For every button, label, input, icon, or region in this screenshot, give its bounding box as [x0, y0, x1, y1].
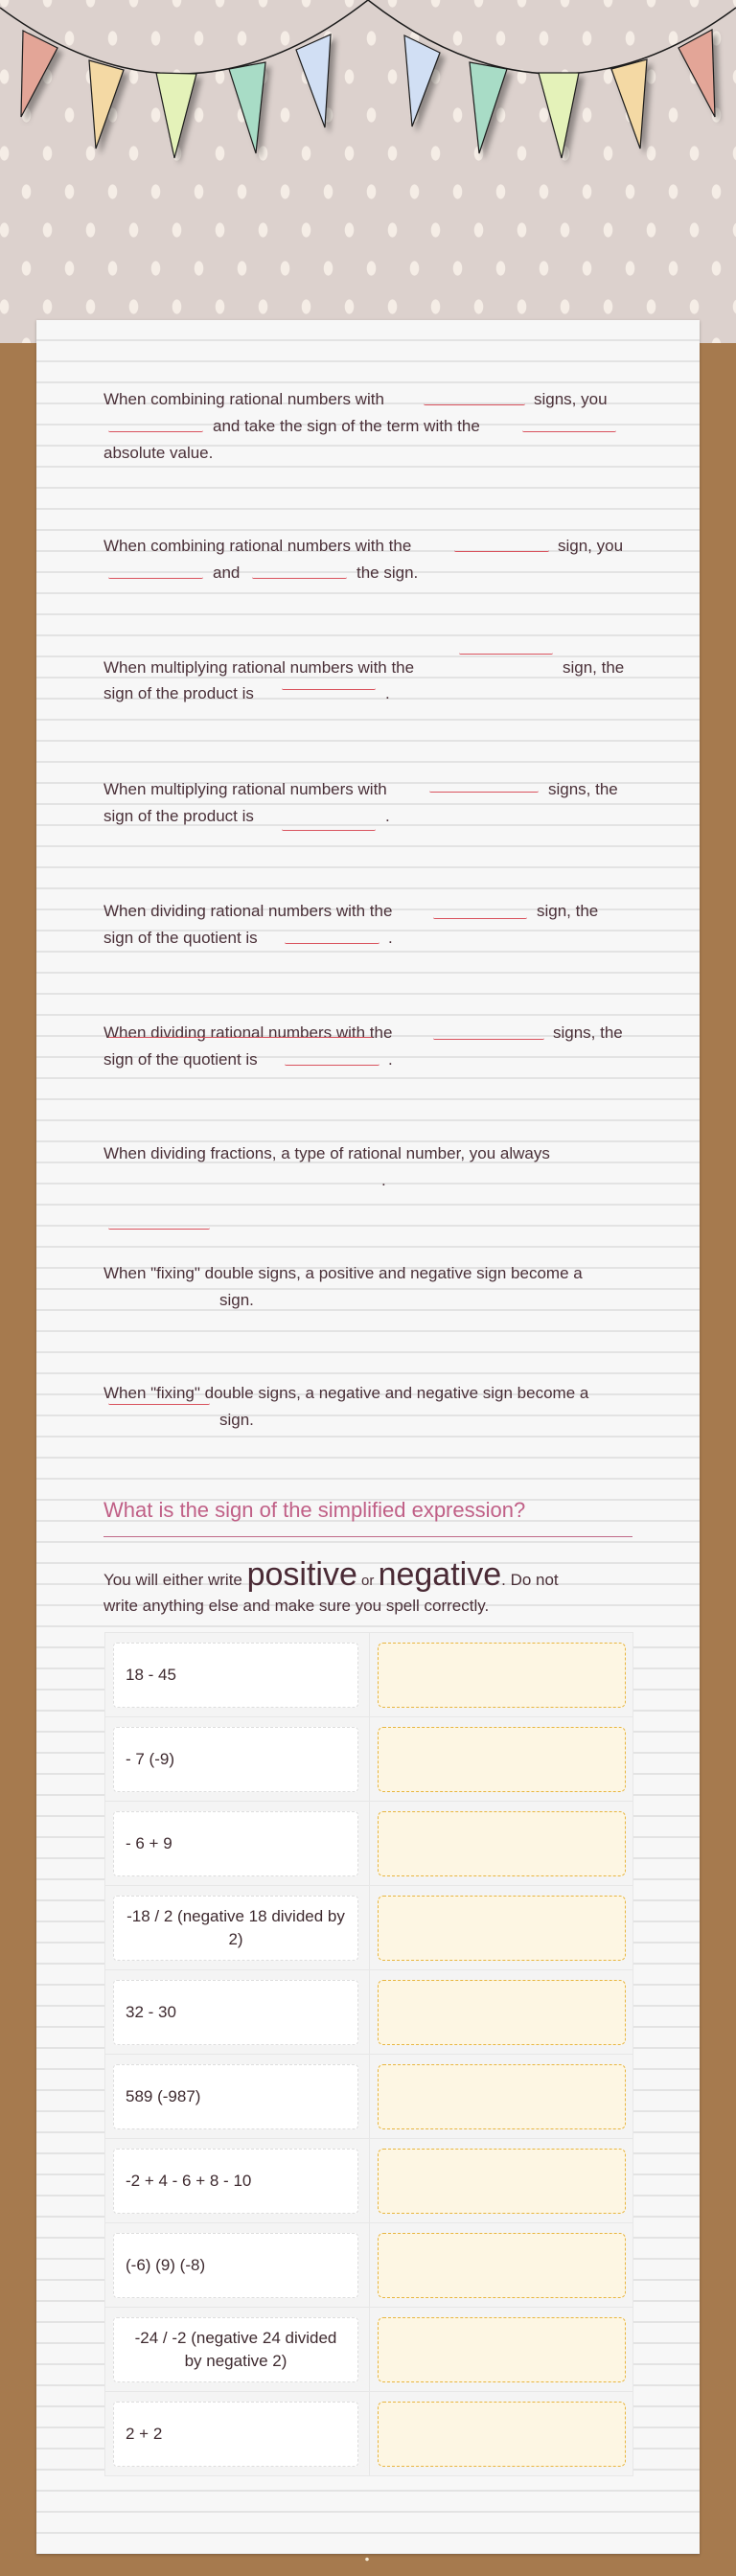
expression-match-table [104, 1632, 633, 2476]
answer-input[interactable] [379, 1897, 629, 1962]
question-8-blank-1[interactable] [108, 1211, 210, 1230]
question-4-blank-2[interactable] [282, 813, 376, 831]
question-7-blank-1[interactable] [108, 1020, 373, 1038]
question-1-blank-3[interactable] [522, 414, 616, 432]
flag-blue-icon [404, 35, 440, 126]
instructions-text: or [356, 1573, 379, 1589]
column-divider [369, 1802, 370, 1885]
answer-input[interactable] [379, 1812, 629, 1877]
expression-cell: - 6 + 9 [113, 1811, 358, 1876]
answer-field[interactable] [378, 2402, 626, 2467]
column-divider [369, 2223, 370, 2307]
answer-field[interactable] [378, 2317, 626, 2382]
question-4-blank-1[interactable] [429, 774, 539, 793]
question-7-text: When dividing fractions, a type of rational number, you always [104, 1144, 550, 1162]
table-row [105, 1802, 632, 1886]
flag-teal-icon [229, 62, 265, 153]
question-9-text: When "fixing" double signs, a negative and negative sign become a [104, 1384, 589, 1402]
question-5-text: sign of the quotient is [104, 929, 258, 947]
question-1-text: and take the sign of the term with the [213, 417, 480, 435]
answer-input[interactable] [379, 2234, 629, 2299]
answer-input[interactable] [379, 2318, 629, 2383]
answer-input[interactable] [379, 1981, 629, 2046]
question-2-text: and [213, 564, 241, 582]
answer-input[interactable] [379, 2150, 629, 2215]
question-3-text: When multiplying rational numbers with the [104, 658, 415, 677]
table-row [105, 1886, 632, 1970]
answer-field[interactable] [378, 1727, 626, 1792]
answer-field[interactable] [378, 1811, 626, 1876]
question-8-text: When "fixing" double signs, a positive and negative sign become a [104, 1264, 583, 1282]
table-row [105, 2223, 632, 2308]
flag-orange-icon [89, 60, 124, 149]
flag-teal-icon [470, 62, 507, 153]
question-6-blank-1[interactable] [433, 1022, 544, 1040]
question-6-text: signs, the [553, 1024, 623, 1042]
question-2-text: the sign. [356, 564, 419, 582]
question-1-text: signs, you [534, 390, 608, 408]
question-3-blank-1[interactable] [459, 634, 553, 655]
expression-cell: 32 - 30 [113, 1980, 358, 2045]
answer-field[interactable] [378, 2149, 626, 2214]
section-title: What is the sign of the simplified expression? [104, 1498, 526, 1522]
question-3-blank-2[interactable] [282, 672, 376, 690]
flag-orange-icon [611, 59, 647, 149]
question-2-blank-3[interactable] [252, 561, 347, 579]
question-8-text: sign. [219, 1291, 254, 1309]
column-divider [369, 2308, 370, 2391]
expression-cell: -24 / -2 (negative 24 divided by negative 2) [113, 2317, 358, 2382]
question-9-text: sign. [219, 1411, 254, 1429]
answer-input[interactable] [379, 1728, 629, 1793]
answer-field[interactable] [378, 1643, 626, 1708]
column-divider [369, 1717, 370, 1801]
column-divider [369, 2139, 370, 2222]
question-2-text: When combining rational numbers with the [104, 537, 412, 555]
question-2-blank-1[interactable] [454, 534, 549, 552]
table-row [105, 1633, 632, 1717]
flag-red-icon [678, 30, 715, 117]
column-divider [369, 1633, 370, 1716]
expression-cell: -18 / 2 (negative 18 divided by 2) [113, 1896, 358, 1961]
question-5-text: sign, the [537, 902, 599, 920]
expression-cell: -2 + 4 - 6 + 8 - 10 [113, 2149, 358, 2214]
expression-cell: (-6) (9) (-8) [113, 2233, 358, 2298]
question-1-blank-2[interactable] [108, 414, 203, 432]
question-4-text: signs, the [548, 780, 618, 798]
question-4-text: When multiplying rational numbers with [104, 780, 387, 798]
question-1-text: absolute value. [104, 444, 214, 462]
question-4-text: sign of the product is [104, 807, 254, 825]
answer-field[interactable] [378, 2064, 626, 2129]
question-4-text: . [385, 807, 390, 825]
expression-cell: 589 (-987) [113, 2064, 358, 2129]
table-row [105, 1717, 632, 1802]
flag-red-icon [21, 31, 58, 117]
answer-input[interactable] [379, 1644, 629, 1709]
question-5-text: . [388, 929, 393, 947]
question-3-text: . [385, 684, 390, 702]
table-row [105, 2308, 632, 2392]
table-row [105, 2139, 632, 2223]
instructions-text: You will either write [104, 1571, 247, 1589]
question-5-blank-2[interactable] [285, 926, 380, 944]
flag-lime-icon [539, 73, 579, 158]
instructions-line-2: write anything else and make sure you spell correctly. [104, 1597, 490, 1615]
question-9-blank-1[interactable] [108, 1387, 210, 1405]
question-1-blank-1[interactable] [424, 387, 525, 405]
question-6-text: . [388, 1050, 393, 1069]
expression-cell: 18 - 45 [113, 1643, 358, 1708]
answer-field[interactable] [378, 1980, 626, 2045]
word-negative: negative [378, 1556, 502, 1593]
word-positive: positive [246, 1556, 357, 1593]
flag-blue-icon [296, 34, 331, 127]
title-divider [104, 1536, 632, 1537]
answer-field[interactable] [378, 2233, 626, 2298]
expression-cell: - 7 (-9) [113, 1727, 358, 1792]
question-6-text: When dividing rational numbers with the [104, 1024, 393, 1042]
question-6-blank-2[interactable] [285, 1047, 380, 1066]
table-row [105, 2392, 632, 2475]
question-6-text: sign of the quotient is [104, 1050, 258, 1069]
column-divider [369, 2392, 370, 2475]
column-divider [369, 2055, 370, 2138]
question-1-text: When combining rational numbers with [104, 390, 384, 408]
table-row [105, 1970, 632, 2055]
instructions-line-1 [104, 1556, 559, 1594]
table-row [105, 2055, 632, 2139]
question-5-text: When dividing rational numbers with the [104, 902, 393, 920]
question-7-text: . [381, 1171, 386, 1189]
instructions-text: . Do not [501, 1571, 559, 1589]
question-5-blank-1[interactable] [433, 901, 527, 919]
bunting-decoration [0, 0, 736, 172]
question-2-blank-2[interactable] [108, 561, 203, 579]
expression-cell: 2 + 2 [113, 2402, 358, 2467]
answer-input[interactable] [379, 2403, 629, 2468]
flag-lime-icon [156, 73, 196, 158]
column-divider [369, 1886, 370, 1969]
question-3-text: sign of the product is [104, 684, 254, 702]
answer-field[interactable] [378, 1896, 626, 1961]
question-3-text: sign, the [563, 658, 625, 677]
question-2-text: sign, you [558, 537, 624, 555]
column-divider [369, 1970, 370, 2054]
answer-input[interactable] [379, 2065, 629, 2130]
